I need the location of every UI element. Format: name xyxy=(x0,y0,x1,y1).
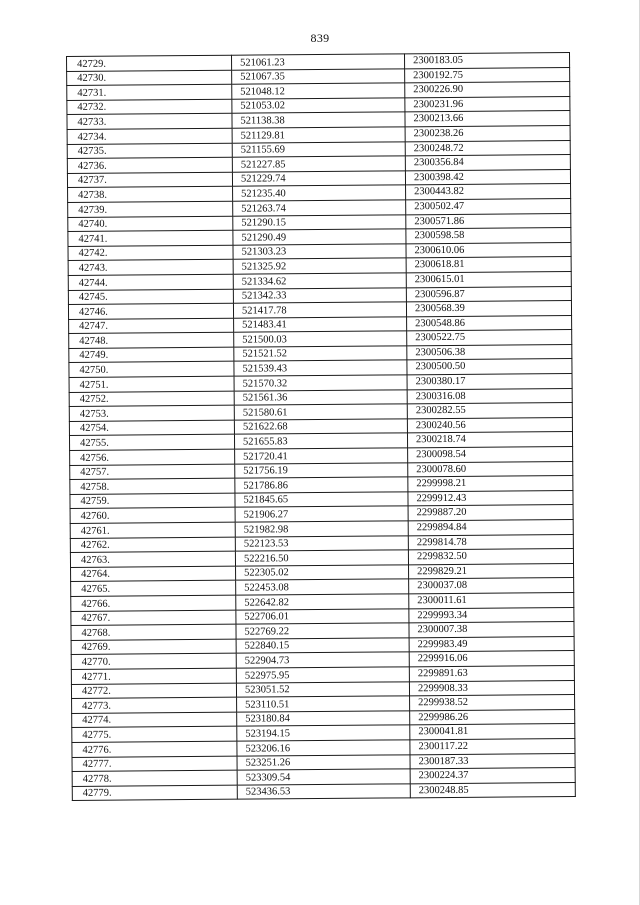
easting-cell: 521720.41 xyxy=(235,448,408,464)
easting-cell: 521906.27 xyxy=(235,506,408,522)
northing-cell: 2299832.50 xyxy=(408,549,573,565)
northing-cell: 2300548.86 xyxy=(407,315,572,331)
point-number-cell: 42740. xyxy=(68,216,233,232)
easting-cell: 521521.52 xyxy=(234,346,407,362)
point-number-cell: 42743. xyxy=(68,260,233,276)
northing-cell: 2300248.85 xyxy=(410,782,575,798)
northing-cell: 2300568.39 xyxy=(406,301,571,317)
point-number-cell: 42754. xyxy=(69,420,234,436)
easting-cell: 521067.35 xyxy=(232,68,405,84)
point-number-cell: 42734. xyxy=(67,128,232,144)
point-number-cell: 42739. xyxy=(68,201,233,217)
easting-cell: 521982.98 xyxy=(235,521,408,537)
easting-cell: 521053.02 xyxy=(232,98,405,114)
easting-cell: 522305.02 xyxy=(236,565,409,581)
easting-cell: 523051.52 xyxy=(236,681,409,697)
northing-cell: 2300218.74 xyxy=(407,432,572,448)
northing-cell: 2300282.55 xyxy=(407,403,572,419)
point-number-cell: 42768. xyxy=(71,624,236,640)
northing-cell: 2300500.50 xyxy=(407,359,572,375)
point-number-cell: 42769. xyxy=(71,639,236,655)
easting-cell: 521235.40 xyxy=(233,185,406,201)
point-number-cell: 42766. xyxy=(71,595,236,611)
northing-cell: 2300224.37 xyxy=(410,768,575,784)
point-number-cell: 42753. xyxy=(69,405,234,421)
point-number-cell: 42763. xyxy=(70,551,235,567)
northing-cell: 2300098.54 xyxy=(408,447,573,463)
northing-cell: 2300610.06 xyxy=(406,242,571,258)
easting-cell: 521845.65 xyxy=(235,492,408,508)
easting-cell: 521129.81 xyxy=(232,127,405,143)
point-number-cell: 42730. xyxy=(67,70,232,86)
northing-cell: 2299983.49 xyxy=(409,636,574,652)
table-row xyxy=(72,782,575,801)
northing-cell: 2299986.26 xyxy=(410,709,575,725)
easting-cell: 521786.86 xyxy=(235,477,408,493)
northing-cell: 2300596.87 xyxy=(406,286,571,302)
northing-cell: 2300226.90 xyxy=(405,82,570,98)
point-number-cell: 42729. xyxy=(67,55,232,71)
easting-cell: 523194.15 xyxy=(237,725,410,741)
easting-cell: 521483.41 xyxy=(234,317,407,333)
easting-cell: 523206.16 xyxy=(237,740,410,756)
northing-cell: 2300598.58 xyxy=(406,228,571,244)
point-number-cell: 42752. xyxy=(69,391,234,407)
point-number-cell: 42741. xyxy=(68,230,233,246)
northing-cell: 2300078.60 xyxy=(408,461,573,477)
easting-cell: 521263.74 xyxy=(233,200,406,216)
easting-cell: 521417.78 xyxy=(233,302,406,318)
coordinate-table xyxy=(66,52,576,801)
easting-cell: 521500.03 xyxy=(234,331,407,347)
point-number-cell: 42764. xyxy=(71,566,236,582)
northing-cell: 2300618.81 xyxy=(406,257,571,273)
easting-cell: 522975.95 xyxy=(236,667,409,683)
northing-cell: 2300356.84 xyxy=(405,155,570,171)
northing-cell: 2300041.81 xyxy=(410,724,575,740)
easting-cell: 523436.53 xyxy=(237,784,410,800)
point-number-cell: 42758. xyxy=(70,478,235,494)
easting-cell: 521756.19 xyxy=(235,462,408,478)
point-number-cell: 42737. xyxy=(67,172,232,188)
easting-cell: 521303.23 xyxy=(233,244,406,260)
point-number-cell: 42777. xyxy=(72,756,237,772)
page-number: 839 xyxy=(310,31,330,45)
northing-cell: 2300571.86 xyxy=(406,213,571,229)
northing-cell: 2300248.72 xyxy=(405,140,570,156)
easting-cell: 521570.32 xyxy=(234,375,407,391)
point-number-cell: 42778. xyxy=(72,770,237,786)
point-number-cell: 42745. xyxy=(68,289,233,305)
easting-cell: 521655.83 xyxy=(234,433,407,449)
point-number-cell: 42775. xyxy=(72,726,237,742)
point-number-cell: 42756. xyxy=(70,449,235,465)
northing-cell: 2300183.05 xyxy=(404,53,569,69)
northing-cell: 2299998.21 xyxy=(408,476,573,492)
northing-cell: 2300380.17 xyxy=(407,374,572,390)
point-number-cell: 42779. xyxy=(72,785,237,801)
point-number-cell: 42731. xyxy=(67,84,232,100)
point-number-cell: 42773. xyxy=(72,697,237,713)
northing-cell: 2300187.33 xyxy=(410,753,575,769)
northing-cell: 2300238.26 xyxy=(405,126,570,142)
northing-cell: 2300502.47 xyxy=(406,198,571,214)
point-number-cell: 42733. xyxy=(67,114,232,130)
northing-cell: 2299829.21 xyxy=(409,563,574,579)
easting-cell: 521539.43 xyxy=(234,360,407,376)
northing-cell: 2300231.96 xyxy=(405,96,570,112)
easting-cell: 521227.85 xyxy=(232,156,405,172)
easting-cell: 521048.12 xyxy=(232,83,405,99)
point-number-cell: 42736. xyxy=(67,157,232,173)
easting-cell: 522642.82 xyxy=(236,594,409,610)
easting-cell: 523309.54 xyxy=(237,769,410,785)
northing-cell: 2299908.33 xyxy=(409,680,574,696)
point-number-cell: 42774. xyxy=(72,712,237,728)
northing-cell: 2299916.06 xyxy=(409,651,574,667)
point-number-cell: 42742. xyxy=(68,245,233,261)
northing-cell: 2300011.61 xyxy=(409,592,574,608)
easting-cell: 522216.50 xyxy=(235,550,408,566)
easting-cell: 523180.84 xyxy=(237,711,410,727)
point-number-cell: 42757. xyxy=(70,464,235,480)
northing-cell: 2300316.08 xyxy=(407,388,572,404)
easting-cell: 521061.23 xyxy=(231,54,404,70)
point-number-cell: 42750. xyxy=(69,362,234,378)
coordinate-table-body xyxy=(67,53,576,801)
point-number-cell: 42771. xyxy=(71,668,236,684)
northing-cell: 2299894.84 xyxy=(408,520,573,536)
northing-cell: 2299891.63 xyxy=(409,665,574,681)
point-number-cell: 42776. xyxy=(72,741,237,757)
northing-cell: 2300037.08 xyxy=(409,578,574,594)
point-number-cell: 42762. xyxy=(70,537,235,553)
easting-cell: 521229.74 xyxy=(232,171,405,187)
point-number-cell: 42747. xyxy=(69,318,234,334)
point-number-cell: 42735. xyxy=(67,143,232,159)
point-number-cell: 42755. xyxy=(69,435,234,451)
northing-cell: 2300117.22 xyxy=(410,738,575,754)
point-number-cell: 42767. xyxy=(71,610,236,626)
northing-cell: 2300522.75 xyxy=(407,330,572,346)
northing-cell: 2299912.43 xyxy=(408,490,573,506)
easting-cell: 521580.61 xyxy=(234,404,407,420)
point-number-cell: 42744. xyxy=(68,274,233,290)
northing-cell: 2299887.20 xyxy=(408,505,573,521)
point-number-cell: 42772. xyxy=(71,683,236,699)
easting-cell: 522706.01 xyxy=(236,608,409,624)
easting-cell: 521290.15 xyxy=(233,214,406,230)
point-number-cell: 42760. xyxy=(70,508,235,524)
easting-cell: 521325.92 xyxy=(233,258,406,274)
easting-cell: 523251.26 xyxy=(237,754,410,770)
easting-cell: 521290.49 xyxy=(233,229,406,245)
point-number-cell: 42732. xyxy=(67,99,232,115)
northing-cell: 2300007.38 xyxy=(409,622,574,638)
northing-cell: 2300192.75 xyxy=(405,67,570,83)
northing-cell: 2299938.52 xyxy=(410,695,575,711)
point-number-cell: 42765. xyxy=(71,581,236,597)
northing-cell: 2300506.38 xyxy=(407,344,572,360)
easting-cell: 522453.08 xyxy=(236,579,409,595)
easting-cell: 522123.53 xyxy=(235,535,408,551)
point-number-cell: 42759. xyxy=(70,493,235,509)
easting-cell: 521561.36 xyxy=(234,389,407,405)
point-number-cell: 42738. xyxy=(68,187,233,203)
point-number-cell: 42748. xyxy=(69,332,234,348)
point-number-cell: 42749. xyxy=(69,347,234,363)
easting-cell: 522840.15 xyxy=(236,638,409,654)
northing-cell: 2300398.42 xyxy=(405,169,570,185)
easting-cell: 521155.69 xyxy=(232,141,405,157)
northing-cell: 2299814.78 xyxy=(408,534,573,550)
easting-cell: 522904.73 xyxy=(236,652,409,668)
easting-cell: 522769.22 xyxy=(236,623,409,639)
easting-cell: 521342.33 xyxy=(233,287,406,303)
point-number-cell: 42761. xyxy=(70,522,235,538)
northing-cell: 2300240.56 xyxy=(407,417,572,433)
easting-cell: 521622.68 xyxy=(234,419,407,435)
point-number-cell: 42746. xyxy=(68,303,233,319)
easting-cell: 521334.62 xyxy=(233,273,406,289)
northing-cell: 2300615.01 xyxy=(406,271,571,287)
northing-cell: 2300213.66 xyxy=(405,111,570,127)
northing-cell: 2300443.82 xyxy=(406,184,571,200)
point-number-cell: 42770. xyxy=(71,654,236,670)
northing-cell: 2299993.34 xyxy=(409,607,574,623)
point-number-cell: 42751. xyxy=(69,376,234,392)
easting-cell: 521138.38 xyxy=(232,112,405,128)
easting-cell: 523110.51 xyxy=(237,696,410,712)
